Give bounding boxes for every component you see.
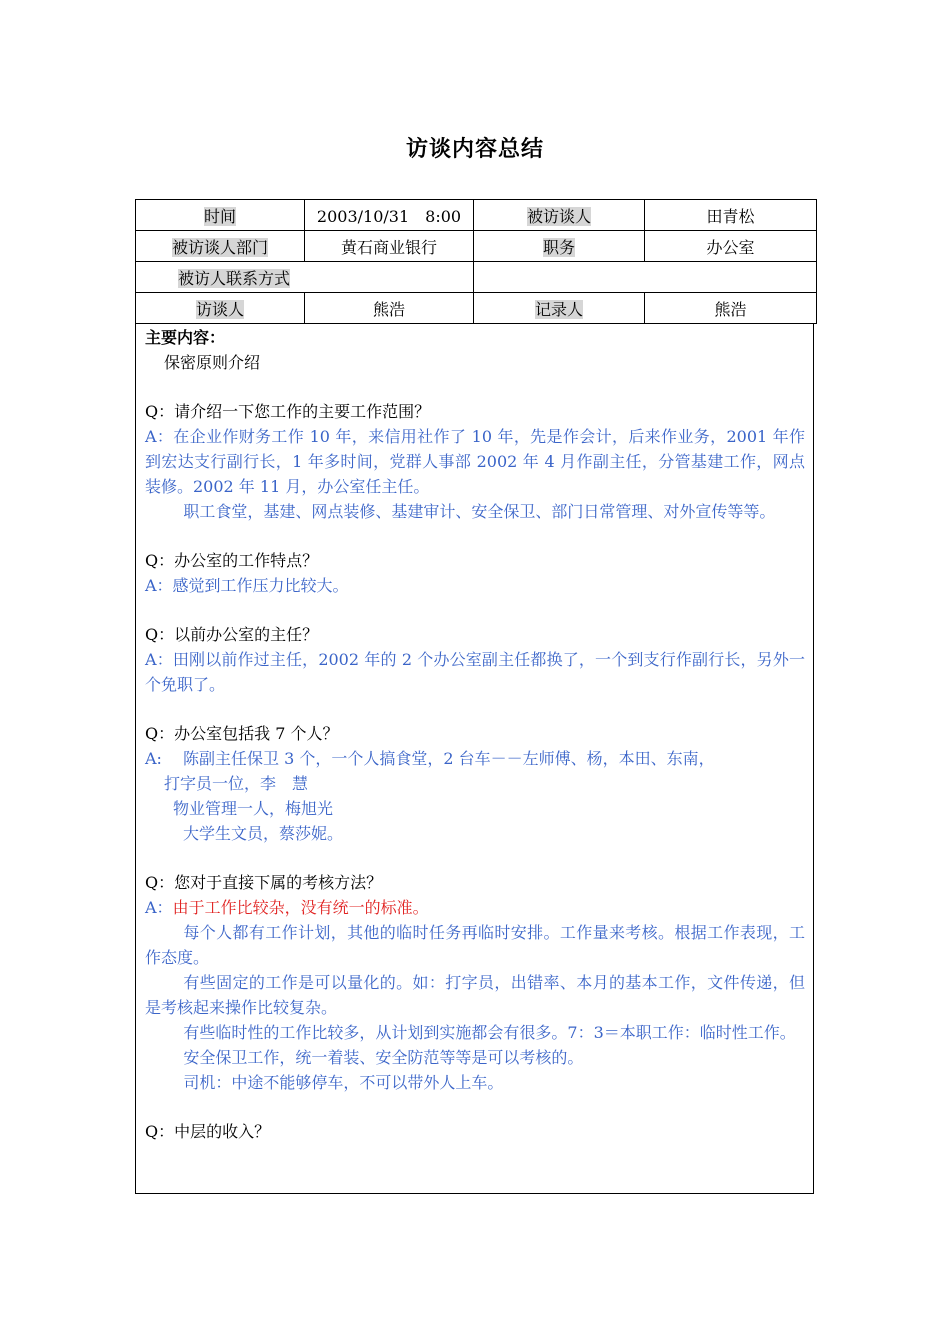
- time-value: 2003/10/31 8:00: [305, 200, 474, 231]
- page-title: 访谈内容总结: [405, 136, 544, 162]
- interviewer-label: 访谈人: [195, 299, 244, 319]
- answer-3: A：田刚以前作过主任，2002 年的 2 个办公室副主任都换了，一个到支行作副行长，另外一个免职了。: [145, 650, 805, 694]
- table-row: [136, 293, 817, 324]
- answer-5-prefix: A：: [145, 898, 173, 917]
- answer-5-temporary: 有些临时性的工作比较多，从计划到实施都会有很多。7：3＝本职工作：临时性工作。: [183, 1023, 796, 1042]
- answer-4-clerk: 大学生文员，蔡莎妮。: [183, 824, 344, 843]
- contact-label: 被访人联系方式: [178, 268, 291, 288]
- contact-label-cell: [136, 262, 474, 293]
- question-4: Q：办公室包括我 7 个人？: [145, 724, 339, 743]
- question-6: Q：中层的收入？: [145, 1122, 271, 1141]
- answer-5-driver: 司机：中途不能够停车，不可以带外人上车。: [183, 1073, 504, 1092]
- table-row: [136, 262, 817, 293]
- time-label: 时间: [203, 206, 236, 226]
- question-2: Q：办公室的工作特点？: [145, 551, 319, 570]
- intro-text: 保密原则介绍: [164, 353, 261, 372]
- answer-5-plan: 每个人都有工作计划，其他的临时任务再临时安排。工作量来考核。根据工作表现，工作态度。: [145, 923, 805, 967]
- interviewee-label: 被访谈人: [526, 206, 591, 226]
- recorder-label: 记录人: [534, 299, 583, 319]
- answer-5-security: 安全保卫工作，统一着装、安全防范等等是可以考核的。: [183, 1048, 584, 1067]
- interviewee-label-cell: [474, 200, 645, 231]
- answer-1-detail: 职工食堂，基建、网点装修、基建审计、安全保卫、部门日常管理、对外宣传等等。: [183, 502, 776, 521]
- answer-5: [145, 895, 805, 920]
- answer-5-highlight: 由于工作比较杂，没有统一的标准。: [172, 898, 429, 917]
- interviewer-value: 熊浩: [305, 293, 474, 324]
- contact-value: [474, 262, 817, 293]
- content-heading: 主要内容：: [145, 328, 226, 347]
- answer-4: A: 陈副主任保卫 3 个，一个人搞食堂，2 台车－－左师傅、杨，本田、东南，: [145, 749, 715, 768]
- position-value: 办公室: [645, 231, 817, 262]
- answer-4-typist: 打字员一位，李 慧: [164, 774, 309, 793]
- main-content-box: [135, 323, 814, 1194]
- interviewee-value: 田青松: [645, 200, 817, 231]
- question-5: Q：您对于直接下属的考核方法？: [145, 873, 383, 892]
- dept-label: 被访谈人部门: [171, 237, 268, 257]
- table-row: [136, 200, 817, 231]
- question-1: Q：请介绍一下您工作的主要工作范围？: [145, 402, 431, 421]
- answer-1: A：在企业作财务工作 10 年，来信用社作了 10 年，先是作会计，后来作业务，2001 年作到宏达支行副行长，1 年多时间，党群人事部 2002 年 4 月作副主任，分管基建工作，网点装修。2002 年 11 月，办公室任主任。: [145, 427, 805, 496]
- question-3: Q：以前办公室的主任？: [145, 625, 319, 644]
- answer-2: A：感觉到工作压力比较大。: [145, 576, 349, 595]
- position-label-cell: [474, 231, 645, 262]
- position-label: 职务: [542, 237, 575, 257]
- interview-info-table: [135, 199, 817, 324]
- recorder-value: 熊浩: [645, 293, 817, 324]
- table-row: [136, 231, 817, 262]
- answer-4-property: 物业管理一人，梅旭光: [173, 799, 334, 818]
- dept-label-cell: [136, 231, 305, 262]
- answer-5-quantify: 有些固定的工作是可以量化的。如：打字员，出错率、本月的基本工作，文件传递，但是考核起来操作比较复杂。: [145, 973, 805, 1017]
- dept-value: 黄石商业银行: [305, 231, 474, 262]
- interviewer-label-cell: [136, 293, 305, 324]
- recorder-label-cell: [474, 293, 645, 324]
- time-label-cell: [136, 200, 305, 231]
